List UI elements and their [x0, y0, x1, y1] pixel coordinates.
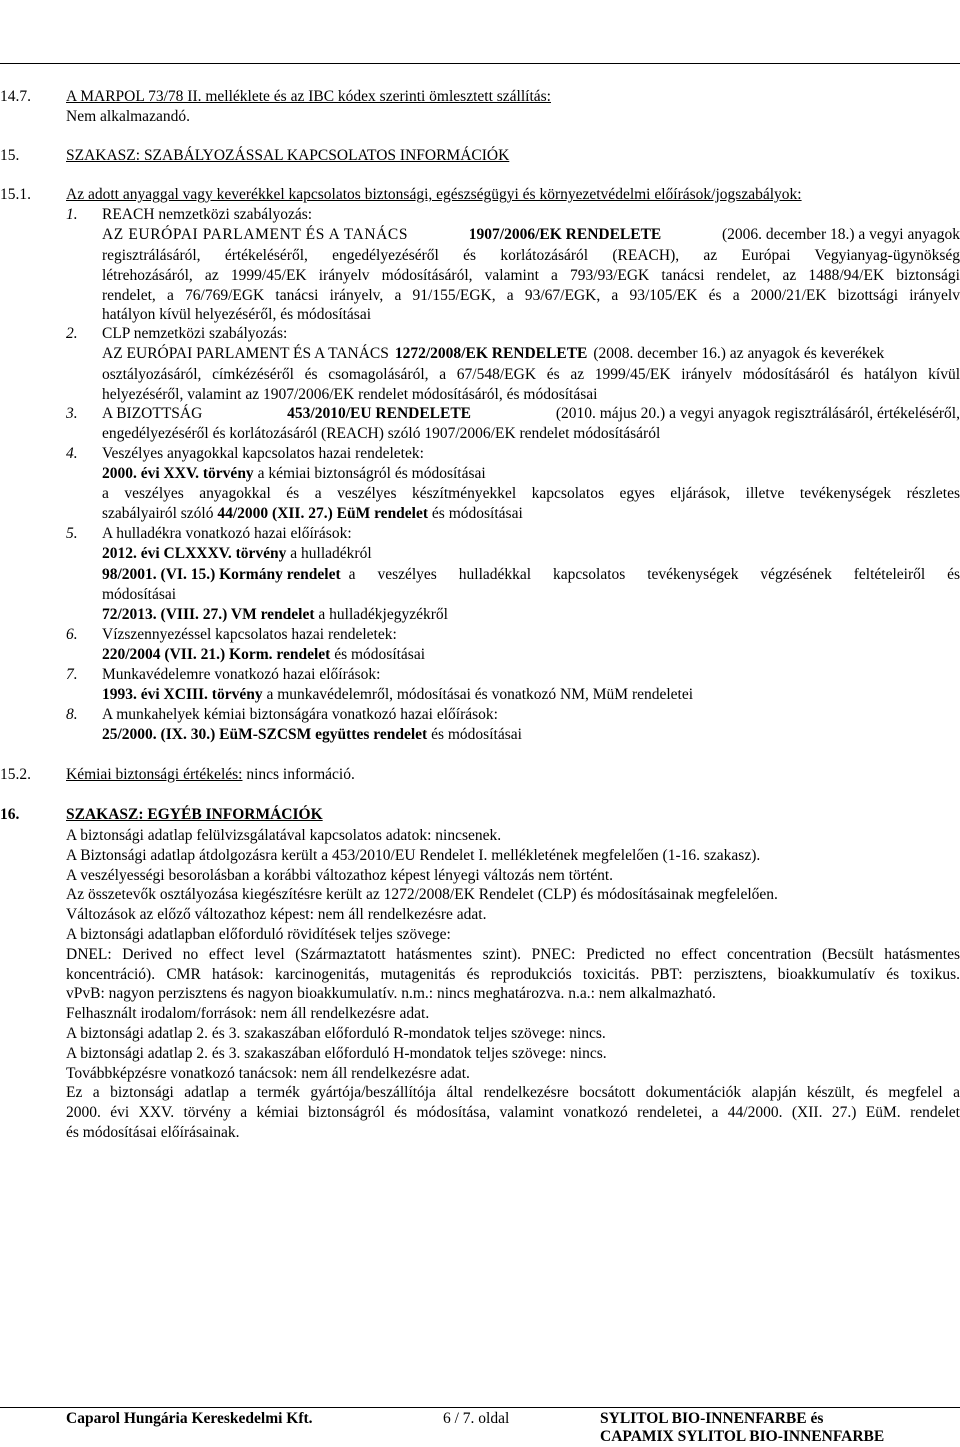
item-5-gov-decree-line-2: módosításai — [102, 586, 177, 603]
company-name: Caparol Hungária Kereskedelmi Kft. — [66, 1410, 313, 1427]
item-5-label: A hulladékra vonatkozó hazai előírások: — [102, 525, 352, 542]
s16-line-7: DNEL: Derived no effect level (Származtatott hatásmentes szint). PNEC: Predicted no effect concentration (Becsült hatásmentes — [66, 945, 960, 963]
law-2000-xxv-desc: a kémiai biztonságról és módosításai — [257, 465, 486, 482]
chemical-safety-label: Kémiai biztonsági értékelés: — [66, 766, 243, 783]
section-14-7-number: 14.7. — [0, 88, 31, 105]
section-15-number: 15. — [0, 147, 20, 164]
item-1-label: REACH nemzetközi szabályozás: — [102, 206, 313, 223]
joint-decree-desc: és módosításai — [431, 726, 522, 743]
s16-line-4: Az összetevők osztályozása kiegészítésre került az 1272/2008/EK Rendelet (CLP) és módosításainak megfelelően. — [66, 886, 778, 904]
section-16-number: 16. — [0, 806, 20, 823]
item-1-line-5: hatályon kívül helyezéséről, és módosításai — [102, 306, 372, 324]
s16-line-3: A veszélyességi besorolásban a korábbi változathoz képest lényegi változás nem történt. — [66, 866, 614, 884]
item-3-line-2: engedélyezéséről és korlátozásáról (REACH) szóló 1907/2006/EK rendelet módosításáról — [102, 425, 661, 442]
item-4-label: Veszélyes anyagokkal kapcsolatos hazai rendeletek: — [102, 445, 424, 462]
item-7-number: 7. — [66, 666, 78, 683]
footer-divider — [0, 1407, 960, 1408]
website-link[interactable]: http://www.biztonsagiadatlap.hu — [726, 18, 950, 35]
page-header — [0, 0, 960, 62]
item-4-law — [102, 465, 486, 483]
section-14-7-value: Nem alkalmazandó. — [66, 108, 190, 125]
created-date: Elkészítés időpontja: 2008.december 30. — [0, 0, 274, 17]
s16-line-1: A biztonsági adatlap felülvizsgálatával kapcsolatos adatok: nincsenek. — [66, 827, 502, 844]
decree-44-2000: 44/2000 (XII. 27.) EüM rendelet — [217, 505, 429, 522]
item-6-decree — [102, 646, 425, 664]
item-7-label: Munkavédelemre vonatkozó hazai előírások: — [102, 666, 381, 683]
item-6-label: Vízszennyezéssel kapcsolatos hazai rendeletek: — [102, 626, 397, 643]
item-2-line-1 — [102, 345, 960, 363]
item-1-number: 1. — [66, 206, 78, 223]
s16-line-6: A biztonsági adatlapban előforduló rövidítések teljes szövege: — [66, 925, 451, 943]
item-8-decree — [102, 726, 522, 744]
chemical-safety-value: nincs információ. — [246, 766, 355, 783]
commission-issuer: A BIZOTTSÁG — [102, 405, 203, 422]
section-15-1-title: Az adott anyaggal vagy keverékkel kapcsolatos biztonsági, egészségügyi és környezetvédelmi előírások/jogszabályok: — [66, 186, 802, 203]
s16-line-16: és módosításai előírásainak. — [66, 1123, 240, 1141]
item-3-number: 3. — [66, 405, 78, 422]
law-1993-xciii: 1993. évi XCIII. törvény — [102, 686, 263, 703]
s16-line-15: 2000. évi XXV. törvény a kémiai biztonságról és módosítása, valamint vonatkozó rendeletei, a 44/2000. (XII. 27.) EüM. rendelet — [66, 1104, 960, 1122]
item-8-number: 8. — [66, 706, 78, 723]
s16-line-9: vPvB: nagyon perzisztens és nagyon bioakkumulatív. n.m.: nincs meghatározva. n.a.: nem alkalmazható. — [66, 985, 716, 1003]
reach-date-text: (2006. december 18.) a vegyi anyagok — [721, 226, 960, 243]
gov-decree-desc: a veszélyes hulladékkal kapcsolatos tevékenységek végzésének feltételeiről és — [348, 566, 960, 583]
item-1-body — [102, 246, 960, 325]
item-5-gov-decree — [102, 566, 960, 584]
item-1-line-2: regisztrálásáról, értékeléséről, engedélyezéséről és korlátozásáról (REACH), az Európai Vegyianyag-ügynökség — [102, 247, 960, 264]
law-2012-desc: a hulladékról — [290, 545, 372, 562]
s16-line-10: Felhasznált irodalom/források: nem áll rendelkezésre adat. — [66, 1005, 430, 1023]
item-1-line-1 — [102, 226, 960, 244]
s16-line-11: A biztonsági adatlap 2. és 3. szakaszában előforduló R-mondatok teljes szövege: nincs. — [66, 1024, 606, 1042]
section-15-1-number: 15.1. — [0, 186, 31, 203]
item-4-number: 4. — [66, 445, 78, 462]
law-1993-desc: a munkavédelemről, módosításai és vonatkozó NM, MüM rendeletei — [266, 686, 694, 703]
gov-decree-98-2001: 98/2001. (VI. 15.) Kormány rendelet — [102, 566, 341, 583]
item-1-line-4: rendelet, a 76/769/EGK tanácsi irányelv, a 91/155/EGK, a 93/67/EGK, a 93/105/EK és a 2000/21/EK bizottsági irányelv — [102, 286, 960, 304]
item-3-line-1 — [102, 405, 960, 423]
version-number: Verziószám: 2 — [0, 39, 96, 56]
header-divider — [0, 63, 960, 64]
item-5-law — [102, 545, 372, 563]
section-15-2-line — [66, 766, 355, 784]
item-2-number: 2. — [66, 325, 78, 342]
clp-regulation: 1272/2008/EK RENDELETE — [394, 345, 588, 362]
s16-line-14: Ez a biztonsági adatlap a termék gyártója/beszállítója által rendelkezésre bocsátott dokumentációk alapján készült, és megfelel a — [66, 1084, 960, 1102]
item-2-line-3: helyezéséről, valamint az 1907/2006/EK rendelet módosításáról, és módosításai — [102, 385, 598, 403]
page-number: 6 / 7. oldal — [443, 1410, 510, 1427]
s16-line-13: Továbbképzésre vonatkozó tanácsok: nem áll rendelkezésre adat. — [66, 1064, 470, 1082]
commission-date-text: (2010. május 20.) a vegyi anyagok regisztrálásáról, értékeléséről, — [555, 405, 960, 422]
item-4-decree-line-2 — [102, 505, 523, 523]
korm-decree-220-2004: 220/2004 (VII. 21.) Korm. rendelet — [102, 646, 331, 663]
s16-line-2: A Biztonsági adatlap átdolgozásra került a 453/2010/EU Rendelet I. mellékletének megfelelően (1-16. szakasz). — [66, 846, 761, 864]
item-2-label: CLP nemzetközi szabályozás: — [102, 325, 288, 342]
item-1-line-3: létrehozásáról, az 1999/45/EK irányelv módosításáról, valamint a 793/93/EGK tanácsi rendelet, az 1488/94/EK biztonsági — [102, 266, 960, 284]
law-2000-xxv: 2000. évi XXV. törvény — [102, 465, 254, 482]
reach-issuer: AZ EURÓPAI PARLAMENT ÉS A TANÁCS — [102, 226, 409, 243]
commission-regulation: 453/2010/EU RENDELETE — [287, 405, 472, 422]
item-2-line-2: osztályozásáról, címkézéséről és csomagolásáról, a 67/548/EGK és az 1999/45/EK irányelv módosításáról és hatályon kívül — [102, 366, 960, 383]
clp-issuer: AZ EURÓPAI PARLAMENT ÉS A TANÁCS — [102, 345, 389, 362]
decree-intro: szabályairól szóló — [102, 505, 214, 522]
s16-line-8: koncentráció). CMR hatások: karcinogenitás, mutagenitás és reprodukciós toxicitás. PBT: perzisztens, bioakkumulatív és toxikus. — [66, 965, 960, 983]
item-4-decree-line-1: a veszélyes anyagokkal és a veszélyes készítményekkel kapcsolatos egyes eljárások, illetve tevékenységek részletes — [102, 485, 960, 502]
item-6-number: 6. — [66, 626, 78, 643]
decree-suffix: és módosításai — [431, 505, 523, 522]
reach-regulation: 1907/2006/EK RENDELETE — [468, 226, 662, 243]
product-name-2: CAPAMIX SYLITOL BIO-INNENFARBE — [600, 1428, 885, 1445]
vm-decree-desc: a hulladékjegyzékről — [318, 606, 448, 623]
vm-decree-72-2013: 72/2013. (VIII. 27.) VM rendelet — [102, 606, 315, 623]
korm-decree-desc: és módosításai — [334, 646, 426, 663]
section-14-7-title: A MARPOL 73/78 II. melléklete és az IBC kódex szerinti ömlesztett szállítás: — [66, 88, 551, 105]
item-5-number: 5. — [66, 525, 78, 542]
s16-line-12: A biztonsági adatlap 2. és 3. szakaszában előforduló H-mondatok teljes szövege: nincs. — [66, 1044, 607, 1062]
item-8-label: A munkahelyek kémiai biztonságára vonatkozó hazai előírások: — [102, 706, 498, 723]
section-16-body — [66, 826, 960, 1143]
joint-decree-25-2000: 25/2000. (IX. 30.) EüM-SZCSM együttes rendelet — [102, 726, 428, 743]
section-15-title: SZAKASZ: SZABÁLYOZÁSSAL KAPCSOLATOS INFORMÁCIÓK — [66, 147, 510, 164]
s16-line-5: Változások az előző változathoz képest: nem áll rendelkezésre adat. — [66, 906, 487, 924]
section-16-title: SZAKASZ: EGYÉB INFORMÁCIÓK — [66, 806, 323, 823]
product-name-1: SYLITOL BIO-INNENFARBE és — [600, 1410, 824, 1427]
item-5-vm-decree — [102, 606, 448, 624]
section-15-2-number: 15.2. — [0, 766, 31, 783]
clp-date-text: (2008. december 16.) az anyagok és keverékek — [593, 345, 885, 362]
law-2012-clxxxv: 2012. évi CLXXXV. törvény — [102, 545, 287, 562]
revision-date: Felülvizsgálat időpontja: 2013. július 26. — [0, 19, 276, 36]
item-2-body — [102, 365, 960, 405]
item-7-law — [102, 686, 693, 704]
